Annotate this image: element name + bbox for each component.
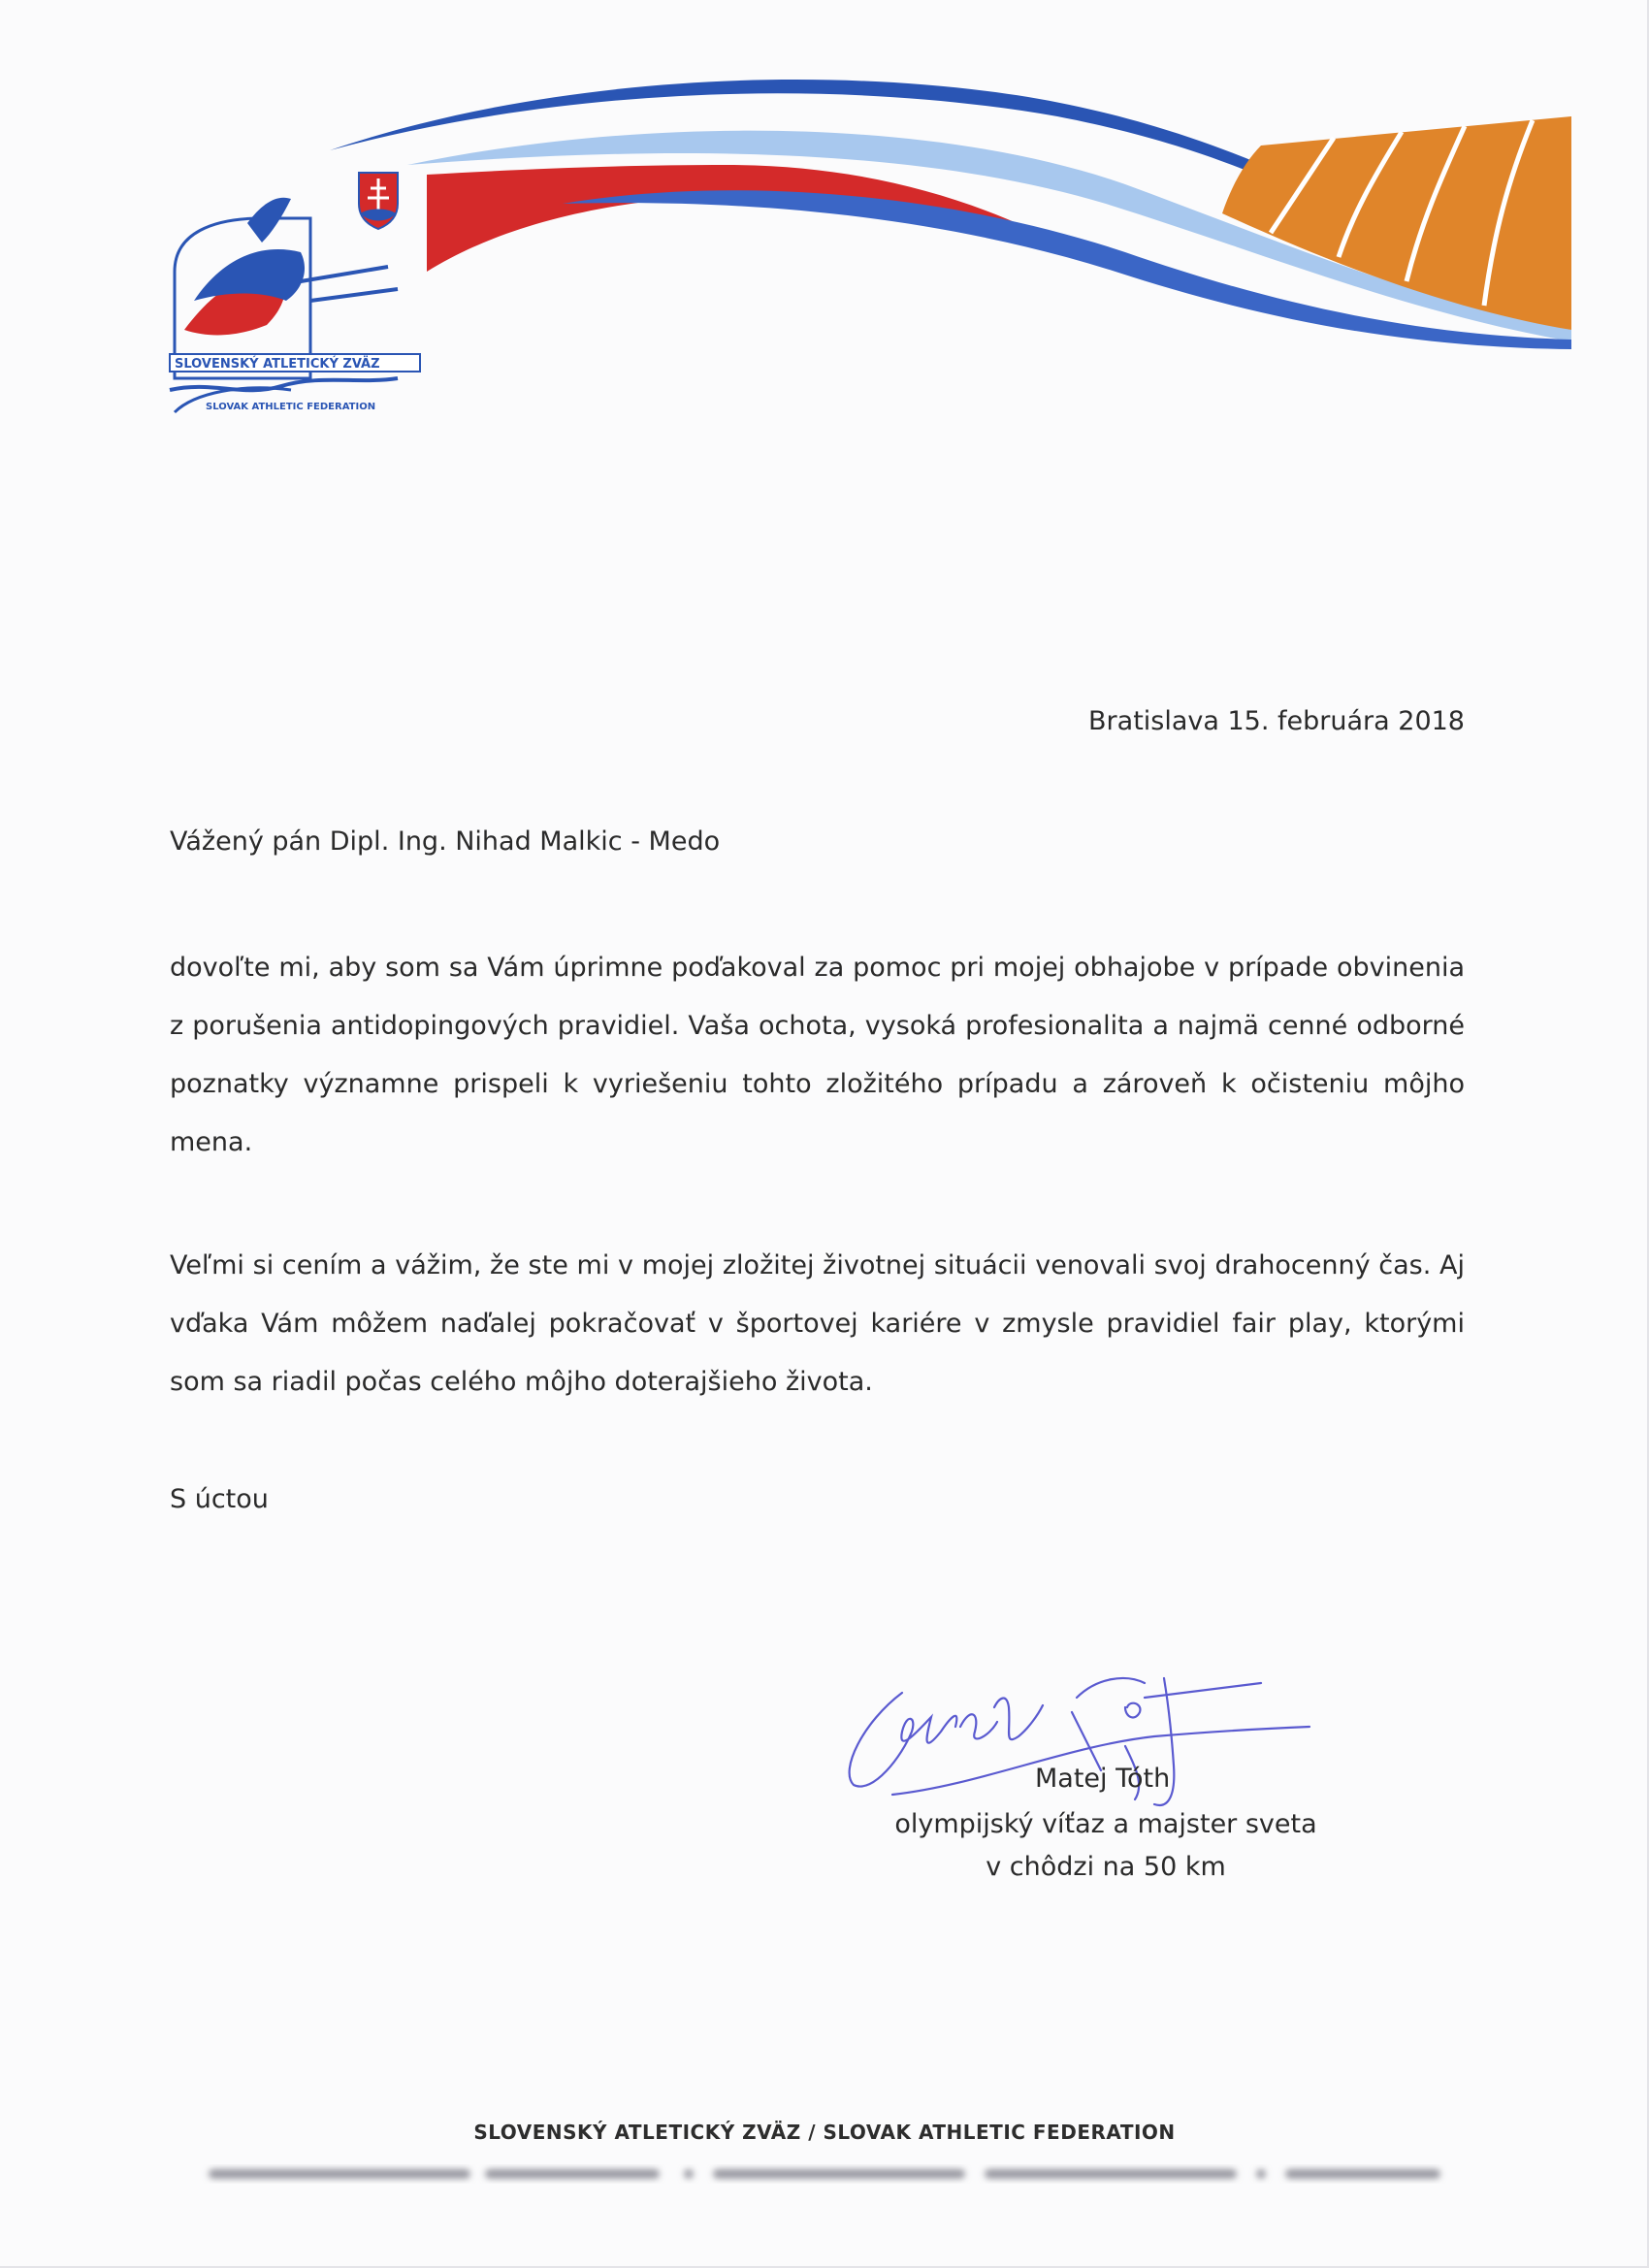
footer-title: SLOVENSKÝ ATLETICKÝ ZVÄZ / SLOVAK ATHLETIC FEDERATION [473,2121,1176,2144]
letter-paragraph-2: Veľmi si cením a vážim, že ste mi v mojej zložitej životnej situácii venovali svoj drahocenný čas. Aj vďaka Vám môžem naďalej pokračovať v športovej kariére v zmysle pravidiel fair play, ktorými som sa riadil počas celého môjho doterajšieho života. [170,1250,1465,1397]
signer-title-line2: v chôdzi na 50 km [986,1852,1226,1882]
letter-date: Bratislava 15. februára 2018 [1088,706,1465,736]
letter-paragraph-1: dovoľte mi, aby som sa Vám úprimne poďakoval za pomoc pri mojej obhajobe v prípade obvinenia z porušenia antidopingových pravidiel. Vaša ochota, vysoká profesionalita a najmä cenné odborné poznatky významne prispeli k vyriešeniu tohto zložitého prípadu a zároveň k očisteniu môjho mena. [170,953,1465,1157]
signer-name: Matej Tóth [1035,1764,1171,1794]
federation-logo [170,173,420,412]
letterhead-banner [155,58,1591,412]
logo-name-en: SLOVAK ATHLETIC FEDERATION [206,402,376,412]
footer-address-redacted [209,2161,1440,2187]
letter-closing: S úctou [170,1484,269,1514]
signer-title-line1: olympijský víťaz a majster sveta [894,1809,1317,1839]
letter-salutation: Vážený pán Dipl. Ing. Nihad Malkic - Medo [170,826,721,857]
logo-name-sk: SLOVENSKÝ ATLETICKÝ ZVÄZ [175,357,380,372]
